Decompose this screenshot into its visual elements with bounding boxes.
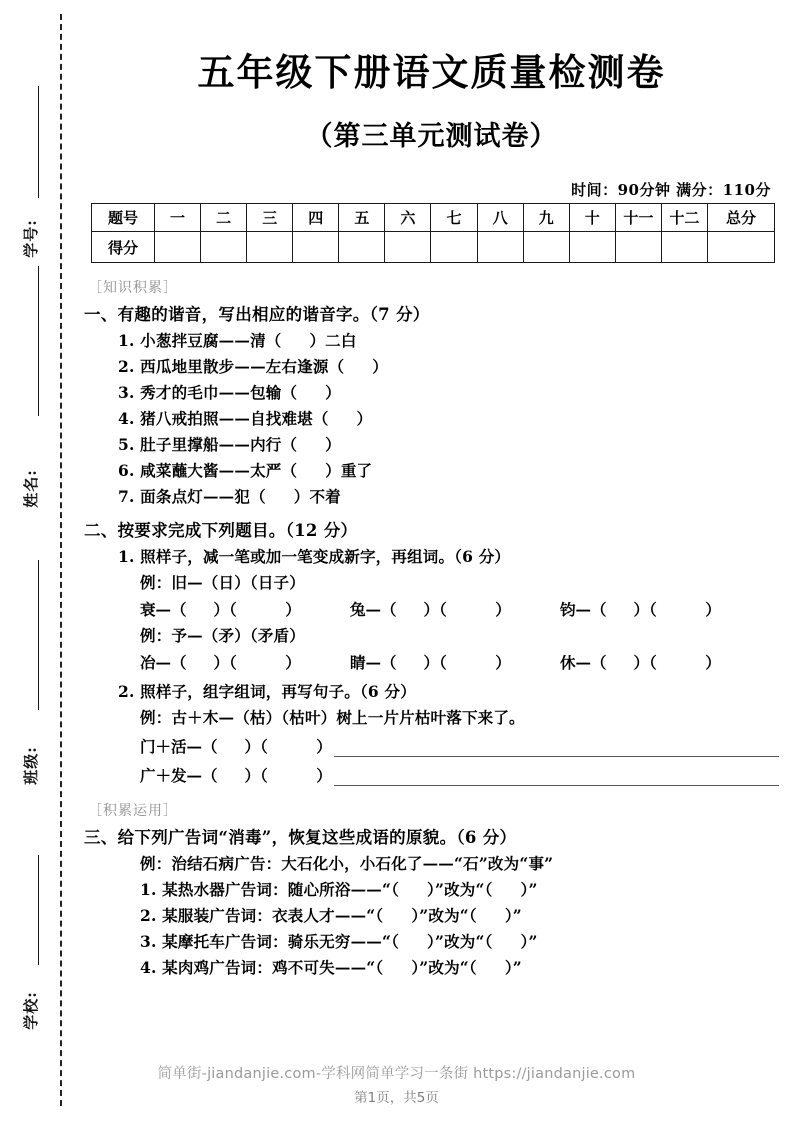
score-table-col-2: 二 xyxy=(201,204,247,232)
margin-label-text: 学校: xyxy=(21,991,40,1030)
question-item[interactable]: 4. 某肉鸡广告词：鸡不可失——“（ ）”改为“（ ）” xyxy=(140,958,522,977)
content-column xyxy=(84,0,793,1122)
question-2-sub2-fill-2 xyxy=(140,764,793,786)
seal-rule-2 xyxy=(38,266,39,416)
question-item[interactable]: 3. 某摩托车广告词：骑乐无穷——“（ ）”改为“（ ）” xyxy=(140,932,538,951)
question-2-sub1-row-1 xyxy=(140,598,793,620)
fill-group[interactable]: 睛—（ ）（ ） xyxy=(350,653,511,672)
score-cell-9[interactable] xyxy=(523,232,569,263)
question-2-sub2-label: 2. 照样子，组字组词，再写句子。（6 分） xyxy=(118,682,416,701)
fill-group[interactable]: 冶—（ ）（ ） xyxy=(140,653,301,672)
fill-group[interactable]: 门＋活—（ ）（ ） xyxy=(140,737,332,756)
question-heading-2: 二、按要求完成下列题目。（12 分） xyxy=(84,521,358,540)
score-table-col-total: 总分 xyxy=(708,204,775,232)
score-table-col-6: 六 xyxy=(385,204,431,232)
fill-group[interactable]: 广＋发—（ ）（ ） xyxy=(140,766,332,785)
answer-line[interactable] xyxy=(334,768,779,786)
score-table-col-3: 三 xyxy=(247,204,293,232)
score-cell-1[interactable] xyxy=(155,232,201,263)
margin-label-text: 姓名: xyxy=(21,469,40,508)
score-cell-5[interactable] xyxy=(339,232,385,263)
fill-group[interactable]: 休—（ ）（ ） xyxy=(560,653,721,672)
score-cell-7[interactable] xyxy=(431,232,477,263)
margin-label-school xyxy=(0,991,60,1030)
score-table-col-9: 九 xyxy=(523,204,569,232)
margin-label-name xyxy=(0,469,60,508)
footer-page-number: 第1页，共5页 xyxy=(354,1090,439,1106)
question-2-sub2-fill-1 xyxy=(140,735,793,757)
score-table-col-5: 五 xyxy=(339,204,385,232)
question-item[interactable]: 1. 某热水器广告词：随心所浴——“（ ）”改为“（ ）” xyxy=(140,880,538,899)
fill-group[interactable]: 衰—（ ）（ ） xyxy=(140,600,301,619)
question-item: 3. 秀才的毛巾——包输（ ） xyxy=(118,383,341,402)
question-item: 4. 猪八戒拍照——自找难堪（ ） xyxy=(118,409,373,428)
section-tag-application: ［积累运用］ xyxy=(88,803,178,819)
margin-label-text: 学号: xyxy=(21,219,40,258)
score-cell-8[interactable] xyxy=(477,232,523,263)
table-row-scores xyxy=(92,232,775,263)
question-2-sub2-example: 例：古＋木—（枯）（枯叶）树上一片片枯叶落下来了。 xyxy=(140,708,525,727)
question-heading-3: 三、给下列广告词“消毒”，恢复这些成语的原貌。（6 分） xyxy=(84,828,517,847)
table-row-headers xyxy=(92,204,775,232)
page-subtitle: （第三单元测试卷） xyxy=(305,121,558,152)
score-cell-4[interactable] xyxy=(293,232,339,263)
question-heading-1: 一、有趣的谐音，写出相应的谐音字。（7 分） xyxy=(84,305,430,324)
margin-label-student-id xyxy=(0,219,60,258)
seal-rule-3 xyxy=(38,560,39,710)
score-cell-total[interactable] xyxy=(708,232,775,263)
score-cell-12[interactable] xyxy=(661,232,707,263)
score-table-col-11: 十一 xyxy=(615,204,661,232)
question-2-sub1-label: 1. 照样子，减一笔或加一笔变成新字，再组词。（6 分） xyxy=(118,547,511,566)
question-item: 5. 肚子里撑船——内行（ ） xyxy=(118,435,341,454)
score-table xyxy=(91,203,775,263)
section-tag-knowledge: ［知识积累］ xyxy=(88,280,178,296)
score-table-row-label: 题号 xyxy=(92,204,155,232)
margin-label-class xyxy=(0,746,60,785)
margin-label-text: 班级: xyxy=(21,746,40,785)
score-table-col-1: 一 xyxy=(155,204,201,232)
score-cell-2[interactable] xyxy=(201,232,247,263)
question-2-sub1-example-2: 例：予—（矛）（矛盾） xyxy=(140,626,305,645)
question-item: 6. 咸菜蘸大酱——太严（ ）重了 xyxy=(118,461,373,480)
score-table-row-label: 得分 xyxy=(92,232,155,263)
footer-source: 简单街-jiandanjie.com-学科网简单学习一条街 https://jiandanjie.com xyxy=(157,1066,636,1082)
score-cell-11[interactable] xyxy=(615,232,661,263)
score-cell-6[interactable] xyxy=(385,232,431,263)
question-item: 2. 西瓜地里散步——左右逢源（ ） xyxy=(118,357,388,376)
page-title: 五年级下册语文质量检测卷 xyxy=(197,50,666,94)
score-table-col-4: 四 xyxy=(293,204,339,232)
seal-dotted-line xyxy=(60,14,62,1106)
score-table-col-8: 八 xyxy=(477,204,523,232)
fill-group[interactable]: 钧—（ ）（ ） xyxy=(560,600,721,619)
question-2-sub1-row-2 xyxy=(140,651,793,673)
question-3-example: 例：治结石病广告：大石化小，小石化了——“石”改为“事” xyxy=(140,854,554,873)
exam-meta: 时间：90分钟 满分：110分 xyxy=(571,181,771,199)
score-table-col-12: 十二 xyxy=(661,204,707,232)
score-cell-3[interactable] xyxy=(247,232,293,263)
question-item: 7. 面条点灯——犯（ ）不着 xyxy=(118,487,341,506)
score-table-col-7: 七 xyxy=(431,204,477,232)
score-cell-10[interactable] xyxy=(569,232,615,263)
seal-rule-4 xyxy=(38,855,39,965)
answer-line[interactable] xyxy=(334,739,779,757)
score-table-col-10: 十 xyxy=(569,204,615,232)
seal-rule-1 xyxy=(38,86,39,198)
question-item: 1. 小葱拌豆腐——清（ ）二白 xyxy=(118,331,357,350)
fill-group[interactable]: 兔—（ ）（ ） xyxy=(350,600,511,619)
question-item[interactable]: 2. 某服装广告词：衣表人才——“（ ）”改为“（ ）” xyxy=(140,906,522,925)
question-2-sub1-example-1: 例：旧—（日）（日子） xyxy=(140,573,305,592)
binding-margin xyxy=(0,0,88,1122)
